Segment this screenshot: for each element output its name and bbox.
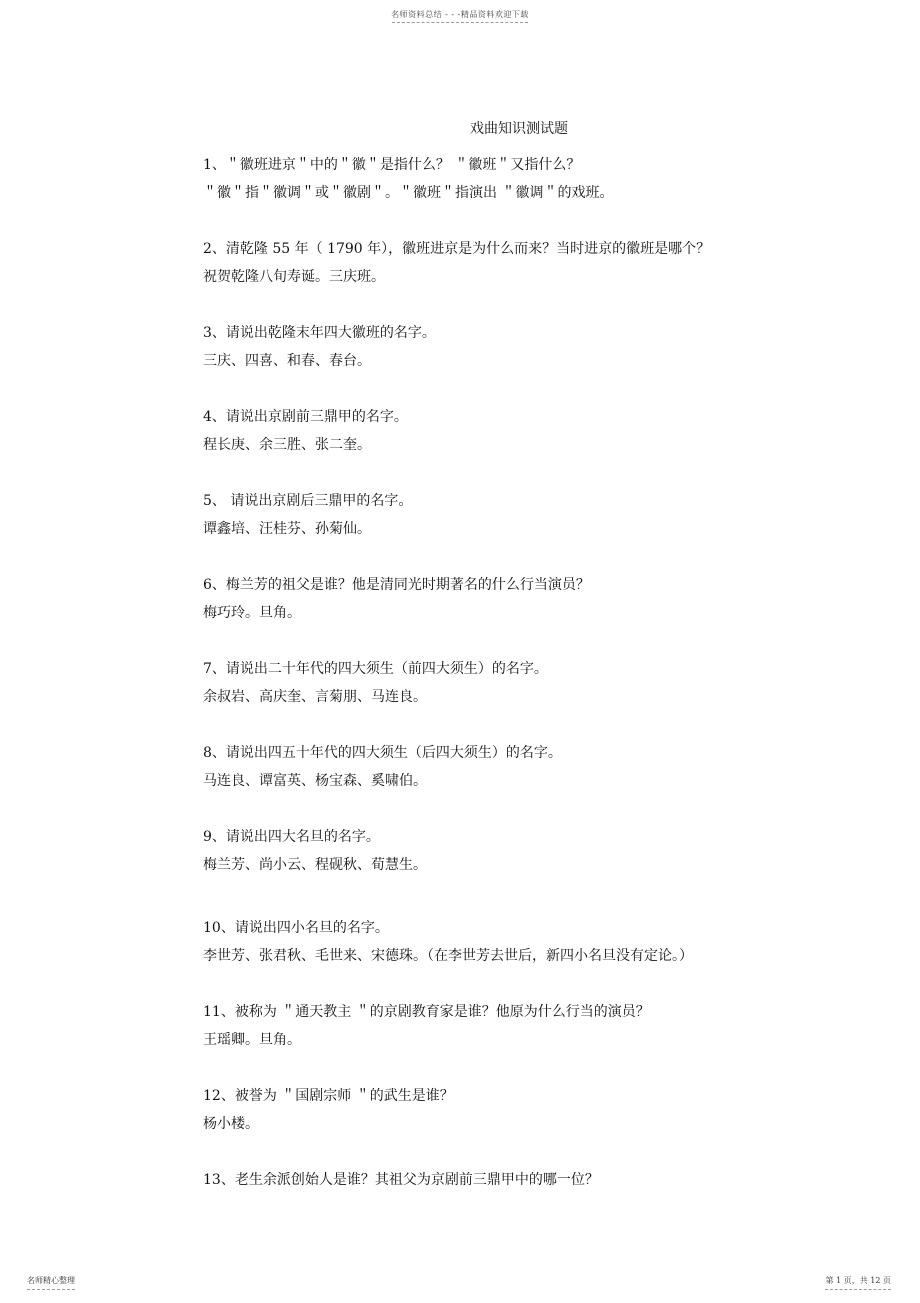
header-note: 名师资料总结 - - -精品资料欢迎下载 [391,10,529,19]
footer-left-note: 名师精心整理 [27,1276,75,1285]
question-4: 4、请说出京剧前三鼎甲的名字。 [203,409,408,425]
question-11: 11、被称为 ＂通天教主 ＂的京剧教育家是谁？他原为什么行当的演员？ [203,1004,650,1020]
question-6: 6、梅兰芳的祖父是谁？他是清同光时期著名的什么行当演员？ [203,577,590,593]
question-5: 5、 请说出京剧后三鼎甲的名字。 [203,493,413,509]
answer-3: 三庆、四喜、和春、春台。 [203,353,371,369]
question-7: 7、请说出二十年代的四大须生（前四大须生）的名字。 [203,661,548,677]
page-indicator: 第 1 页，共 12 页 [825,1276,891,1285]
answer-10: 李世芳、张君秋、毛世来、宋德珠。（在李世芳去世后，新四小名旦没有定论。） [203,948,693,964]
qa-item-10 [203,914,823,970]
answer-6: 梅巧玲。旦角。 [203,605,301,621]
document-title-wrap [0,118,920,138]
qa-item-1 [203,151,823,207]
qa-item-12 [203,1082,823,1138]
question-10: 10、请说出四小名旦的名字。 [203,920,389,936]
qa-item-6 [203,571,823,627]
qa-list [203,151,823,1222]
answer-8: 马连良、谭富英、杨宝森、奚啸伯。 [203,773,427,789]
footer-right-divider [825,1289,891,1290]
question-3: 3、请说出乾隆末年四大徽班的名字。 [203,325,436,341]
qa-item-3 [203,319,823,375]
qa-item-5 [203,487,823,543]
qa-item-13 [203,1166,823,1222]
qa-item-4 [203,403,823,459]
question-2: 2、清乾隆 55 年（ 1790 年），徽班进京是为什么而来？当时进京的徽班是哪个？ [203,241,711,257]
answer-11: 王瑶卿。旦角。 [203,1032,301,1048]
answer-9: 梅兰芳、尚小云、程砚秋、荀慧生。 [203,857,427,873]
question-8: 8、请说出四五十年代的四大须生（后四大须生）的名字。 [203,745,562,761]
question-13: 13、老生余派创始人是谁？其祖父为京剧前三鼎甲中的哪一位？ [203,1172,599,1188]
question-1: 1、＂徽班进京＂中的＂徽＂是指什么？ ＂徽班＂又指什么？ [203,157,581,173]
qa-item-11 [203,998,823,1054]
qa-item-9 [203,823,823,879]
header-divider [392,22,528,23]
answer-7: 余叔岩、高庆奎、言菊朋、马连良。 [203,689,427,705]
answer-12: 杨小楼。 [203,1116,259,1132]
answer-4: 程长庚、余三胜、张二奎。 [203,437,371,453]
question-9: 9、请说出四大名旦的名字。 [203,829,380,845]
question-12: 12、被誉为 ＂国剧宗师 ＂的武生是谁？ [203,1088,454,1104]
answer-1: ＂徽＂指＂徽调＂或＂徽剧＂。＂徽班＂指演出 ＂徽调＂的戏班。 [203,185,614,201]
qa-item-8 [203,739,823,795]
answer-5: 谭鑫培、汪桂芬、孙菊仙。 [203,521,371,537]
answer-2: 祝贺乾隆八旬寿诞。三庆班。 [203,269,385,285]
document-title: 戏曲知识测试题 [470,121,568,137]
footer-left-divider [27,1289,75,1290]
qa-item-2 [203,235,823,291]
answer-13 [203,1194,823,1222]
qa-item-7 [203,655,823,711]
